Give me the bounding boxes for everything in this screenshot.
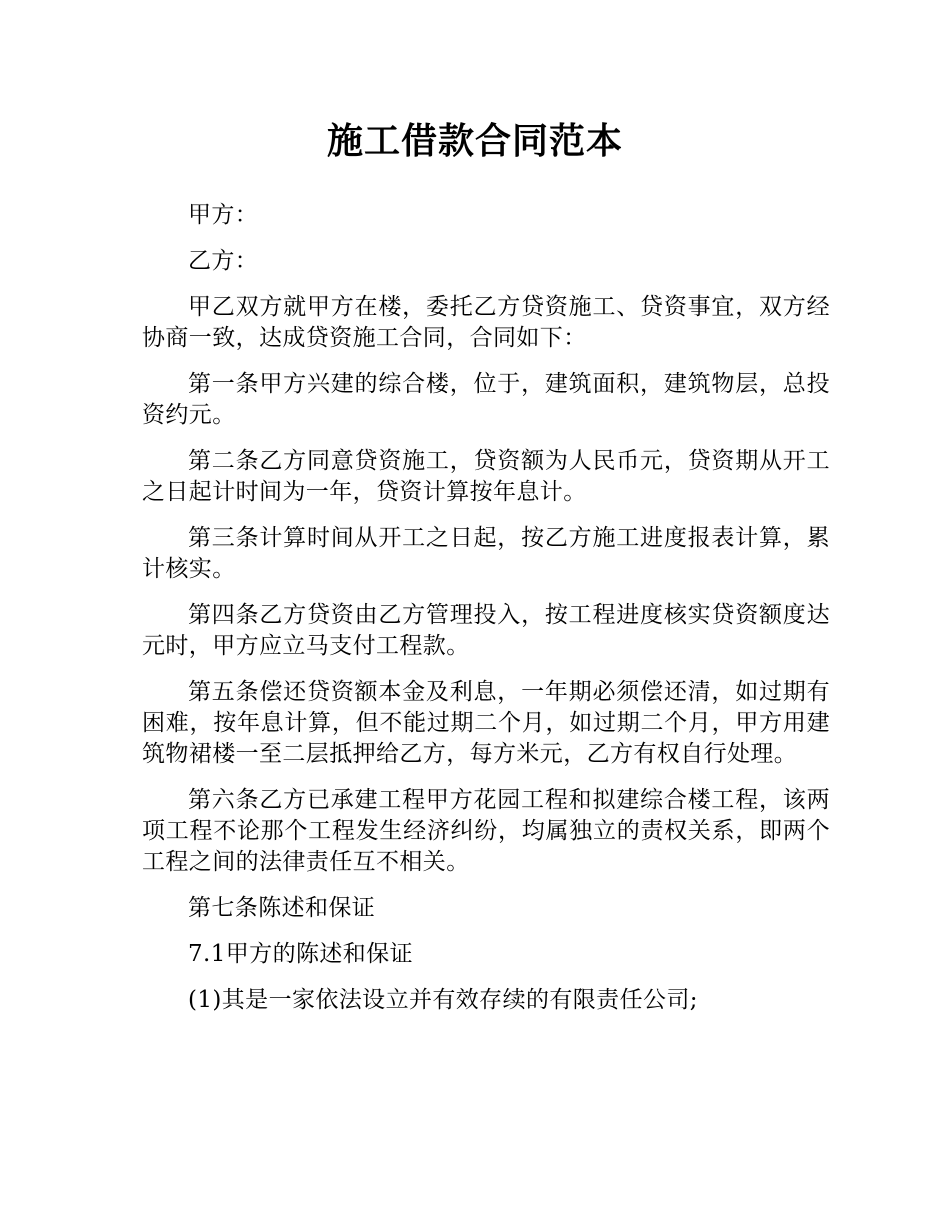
article-3-paragraph: 第三条计算时间从开工之日起，按乙方施工进度报表计算，累计核实。: [142, 525, 830, 582]
article-2-paragraph: 第二条乙方同意贷资施工，贷资额为人民币元，贷资期从开工之日起计时间为一年，贷资计算按年息计。: [142, 448, 830, 505]
article-6-paragraph: 第六条乙方已承建工程甲方花园工程和拟建综合楼工程，该两项工程不论那个工程发生经济纠纷，均属独立的责权关系，即两个工程之间的法律责任互不相关。: [142, 787, 830, 875]
preamble-paragraph: 甲乙双方就甲方在楼，委托乙方贷资施工、贷资事宜，双方经协商一致，达成贷资施工合同，合同如下：: [142, 294, 830, 351]
document-body: [142, 200, 830, 1031]
section-7-1-item-1: (1)其是一家依法设立并有效存续的有限责任公司;: [188, 987, 698, 1013]
article-5-paragraph: 第五条偿还贷资额本金及利息，一年期必须偿还清，如过期有困难，按年息计算，但不能过期二个月，如过期二个月，甲方用建筑物裙楼一至二层抵押给乙方，每方米元，乙方有权自行处理。: [142, 679, 830, 767]
article-4-paragraph: 第四条乙方贷资由乙方管理投入，按工程进度核实贷资额度达元时，甲方应立马支付工程款。: [142, 602, 830, 659]
article-7-heading: 第七条陈述和保证: [188, 895, 376, 921]
party-b-line: 乙方：: [188, 248, 259, 274]
article-1-paragraph: 第一条甲方兴建的综合楼，位于，建筑面积，建筑物层，总投资约元。: [142, 371, 830, 428]
party-a-line: 甲方：: [188, 202, 259, 228]
document-title: 施工借款合同范本: [326, 121, 623, 162]
section-7-1-heading: 7.1甲方的陈述和保证: [188, 941, 413, 967]
